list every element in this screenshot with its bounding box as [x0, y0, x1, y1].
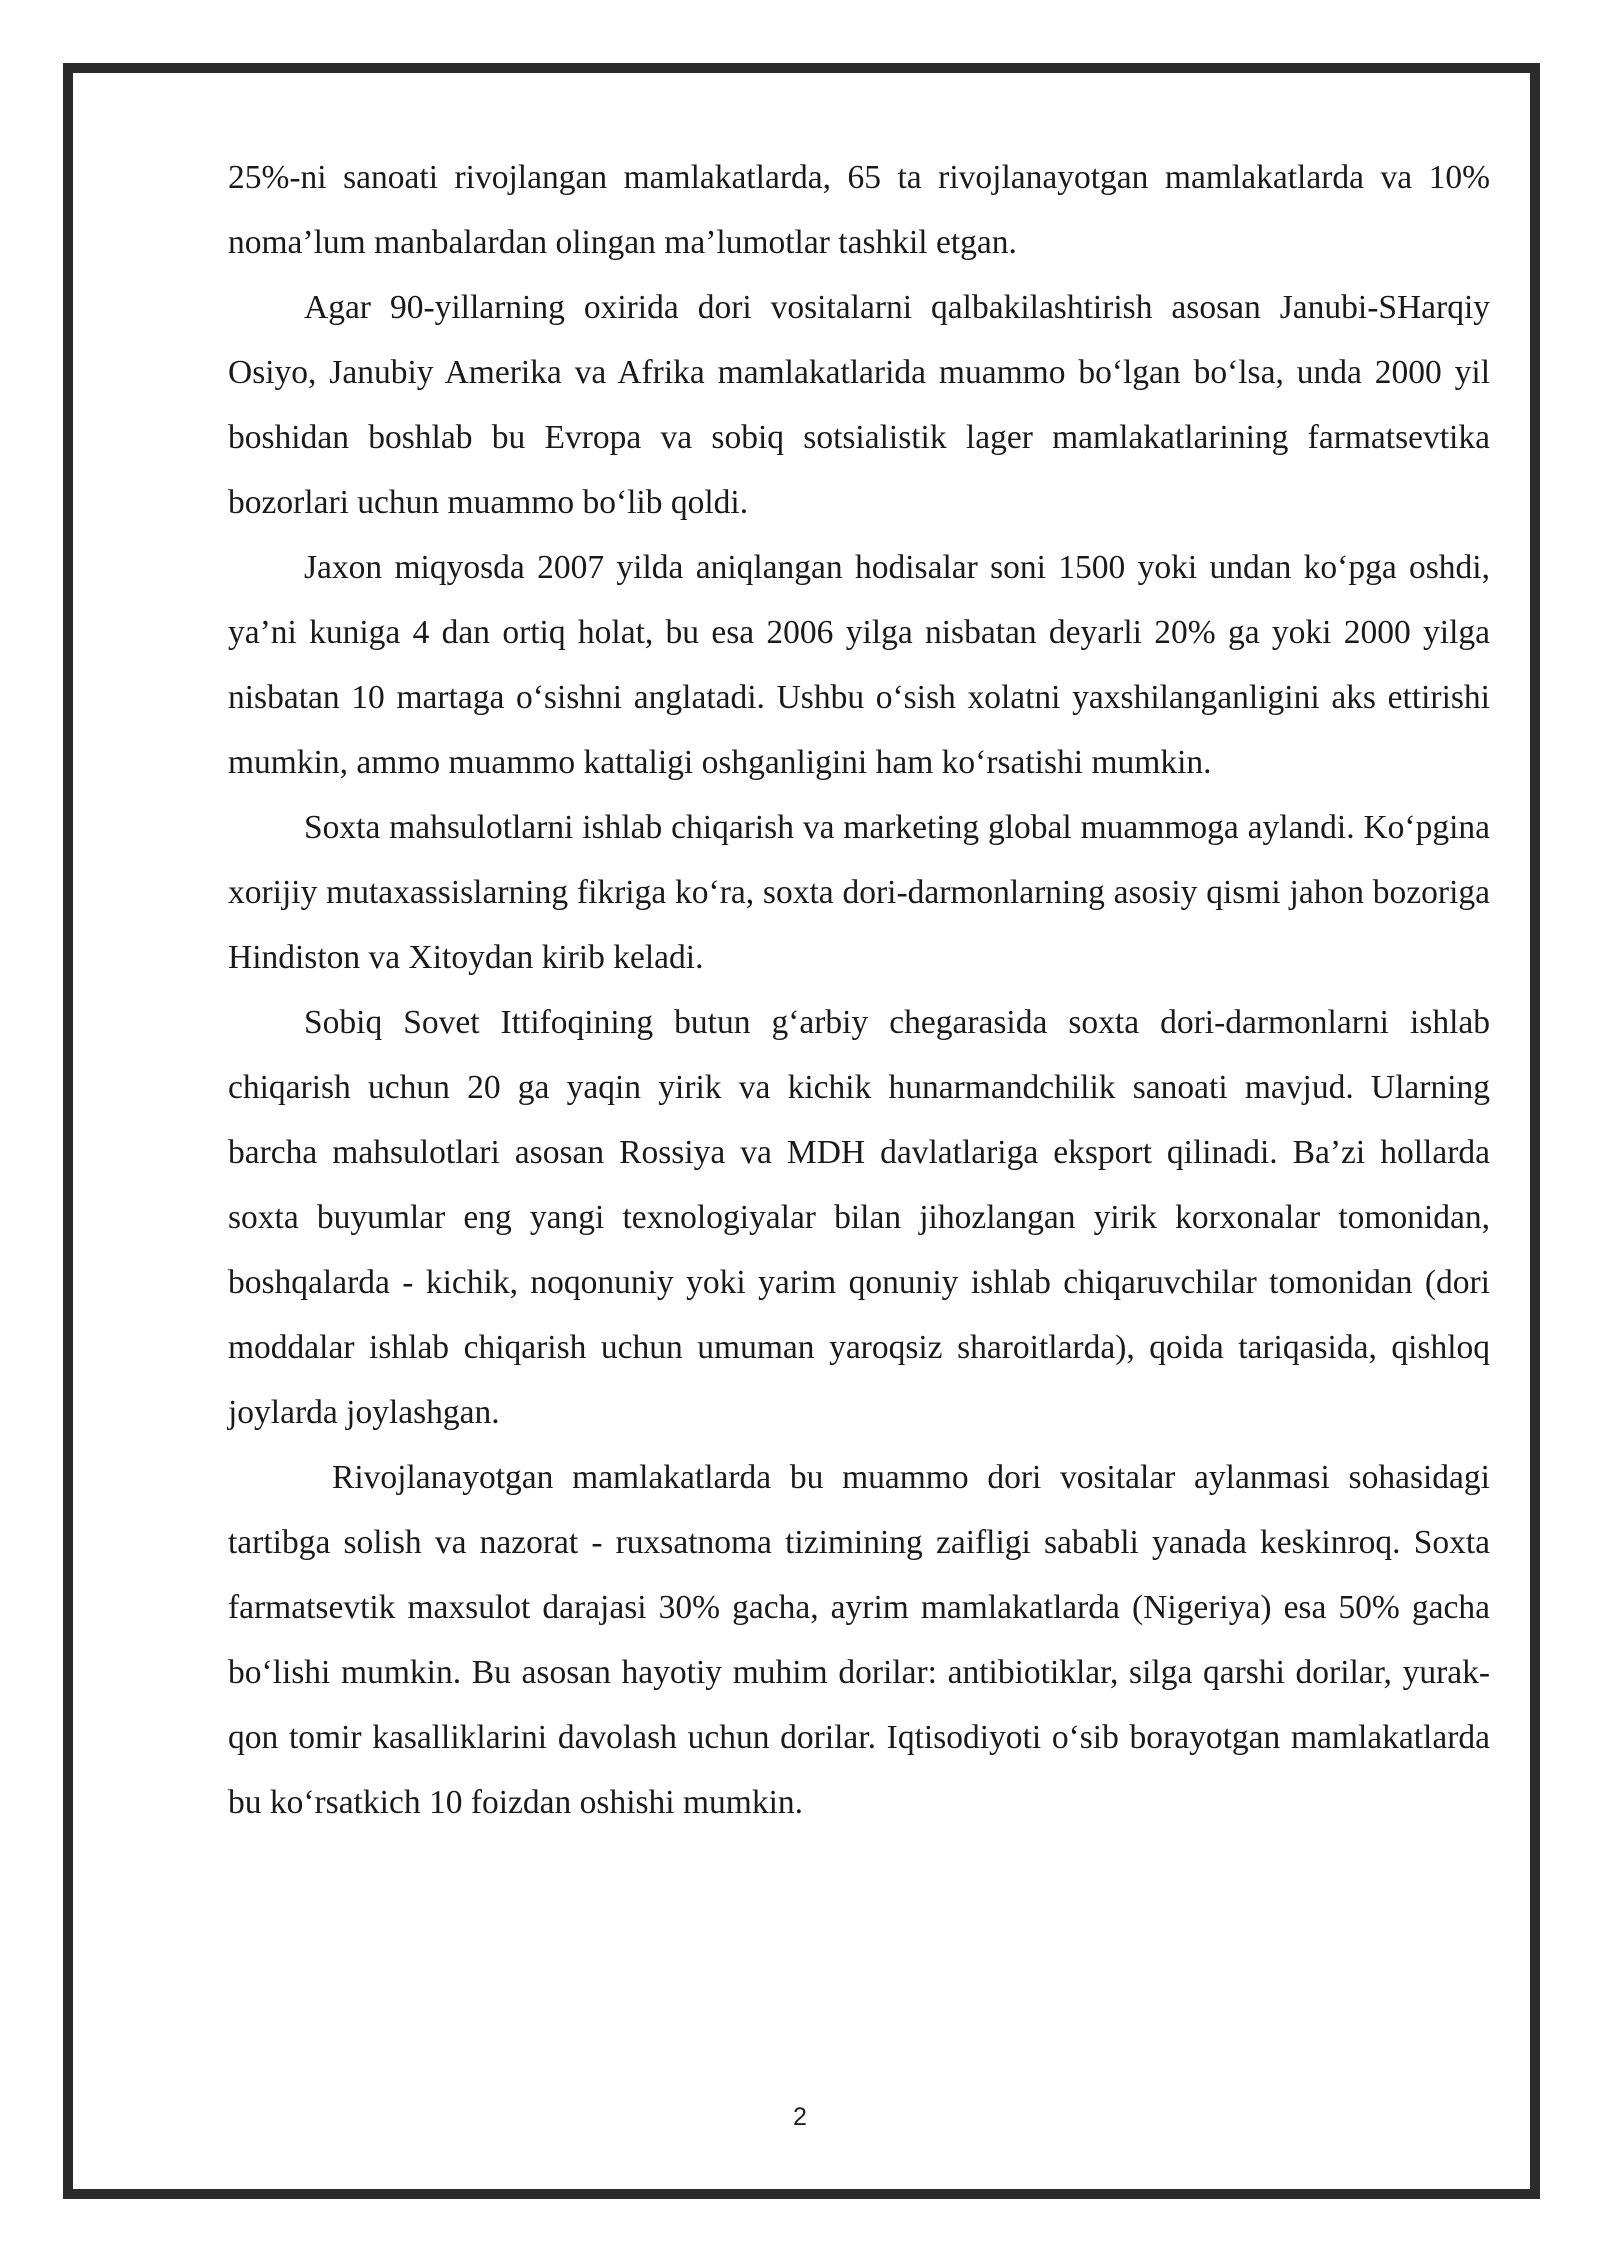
- page-number: 2: [793, 2103, 807, 2131]
- paragraph: Agar 90-yillarning oxirida dori vositalarni qalbakilashtirish asosan Janubi-SHarqiy Osiyo, Janubiy Amerika va Afrika mamlakatlarida muammo bo‘lgan bo‘lsa, unda 2000 yil boshidan boshlab bu Evropa va sobiq sotsialistik lager mamlakatlarining farmatsevtika bozorlari uchun muammo bo‘lib qoldi.: [228, 289, 1490, 521]
- paragraph: Soxta mahsulotlarni ishlab chiqarish va marketing global muammoga aylandi. Ko‘pgina xorijiy mutaxassislarning fikriga ko‘ra, soxta dori-darmonlarning asosiy qismi jahon bozoriga Hindiston va Xitoydan kirib keladi.: [228, 809, 1490, 976]
- document-body: [228, 145, 1490, 1835]
- paragraph: Rivojlanayotgan mamlakatlarda bu muammo dori vositalar aylanmasi sohasidagi tartibga solish va nazorat - ruxsatnoma tizimining zaifligi sababli yanada keskinroq. Soxta farmatsevtik maxsulot darajasi 30% gacha, ayrim mamlakatlarda (Nigeriya) esa 50% gacha bo‘lishi mumkin. Bu asosan hayotiy muhim dorilar: antibiotiklar, silga qarshi dorilar, yurak-qon tomir kasalliklarini davolash uchun dorilar. Iqtisodiyoti o‘sib borayotgan mamlakatlarda bu ko‘rsatkich 10 foizdan oshishi mumkin.: [228, 1459, 1490, 1821]
- paragraph: Jaxon miqyosda 2007 yilda aniqlangan hodisalar soni 1500 yoki undan ko‘pga oshdi, ya’ni kuniga 4 dan ortiq holat, bu esa 2006 yilga nisbatan deyarli 20% ga yoki 2000 yilga nisbatan 10 martaga o‘sishni anglatadi. Ushbu o‘sish xolatni yaxshilanganligini aks ettirishi mumkin, ammo muammo kattaligi oshganligini ham ko‘rsatishi mumkin.: [228, 549, 1490, 781]
- paragraph: Sobiq Sovet Ittifoqining butun g‘arbiy chegarasida soxta dori-darmonlarni ishlab chiqarish uchun 20 ga yaqin yirik va kichik hunarmandchilik sanoati mavjud. Ularning barcha mahsulotlari asosan Rossiya va MDH davlatlariga eksport qilinadi. Ba’zi hollarda soxta buyumlar eng yangi texnologiyalar bilan jihozlangan yirik korxonalar tomonidan, boshqalarda - kichik, noqonuniy yoki yarim qonuniy ishlab chiqaruvchilar tomonidan (dori moddalar ishlab chiqarish uchun umuman yaroqsiz sharoitlarda), qoida tariqasida, qishloq joylarda joylashgan.: [228, 1004, 1490, 1431]
- paragraph: 25%-ni sanoati rivojlangan mamlakatlarda, 65 ta rivojlanayotgan mamlakatlarda va 10% noma’lum manbalardan olingan ma’lumotlar tashkil etgan.: [228, 159, 1490, 261]
